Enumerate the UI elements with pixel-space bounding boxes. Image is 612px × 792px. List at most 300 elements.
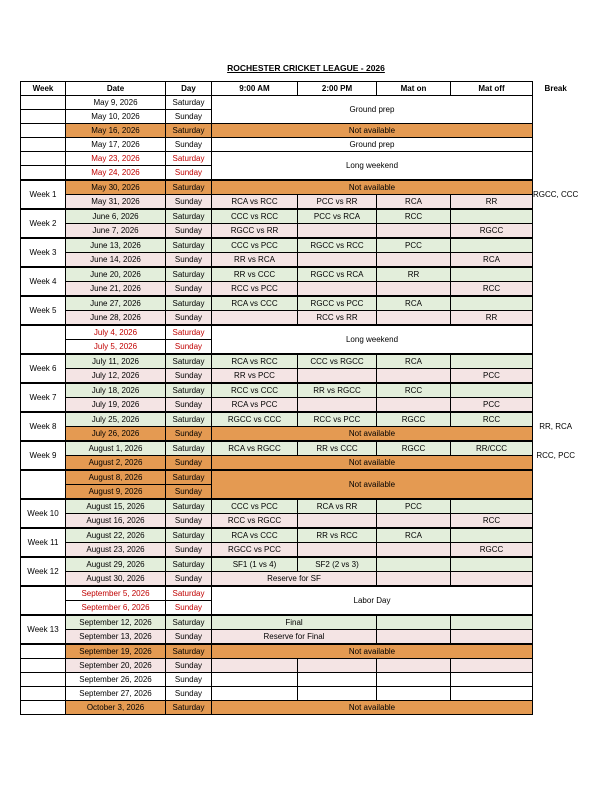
- mat-on: RCA: [377, 195, 451, 210]
- col-header-mat-on: Mat on: [377, 82, 451, 96]
- mat-on: [377, 398, 451, 413]
- date-cell: September 12, 2026: [66, 615, 166, 630]
- mat-on: RCA: [377, 354, 451, 369]
- mat-off: [451, 630, 533, 645]
- mat-on: RR: [377, 267, 451, 282]
- break-cell: [533, 282, 579, 297]
- mat-on: PCC: [377, 238, 451, 253]
- table-row: [21, 325, 579, 340]
- long-weekend-note: Long weekend: [212, 152, 533, 181]
- table-row: [21, 528, 579, 543]
- pm-match: RGCC vs RCC: [298, 238, 377, 253]
- col-header-mat-off: Mat off: [451, 82, 533, 96]
- not-available-note: Not available: [212, 644, 533, 659]
- am-match: RR vs PCC: [212, 369, 298, 384]
- mat-off: RGCC: [451, 224, 533, 239]
- mat-off: [451, 687, 533, 701]
- week-label: Week 7: [21, 383, 66, 412]
- date-cell: May 23, 2026: [66, 152, 166, 166]
- week-label: Week 6: [21, 354, 66, 383]
- day-cell: Saturday: [166, 586, 212, 601]
- week-cell: [21, 96, 66, 110]
- date-cell: July 12, 2026: [66, 369, 166, 384]
- table-row: [21, 253, 579, 268]
- table-row: [21, 282, 579, 297]
- day-cell: Saturday: [166, 412, 212, 427]
- table-row: [21, 412, 579, 427]
- date-cell: June 7, 2026: [66, 224, 166, 239]
- table-row: [21, 687, 579, 701]
- table-row: [21, 673, 579, 687]
- not-available-note: Not available: [212, 124, 533, 138]
- date-cell: August 16, 2026: [66, 514, 166, 529]
- pm-match: RGCC vs PCC: [298, 296, 377, 311]
- am-match: CCC vs PCC: [212, 238, 298, 253]
- break-cell: [533, 398, 579, 413]
- header-row: [21, 82, 579, 96]
- pm-match: [298, 282, 377, 297]
- pm-match: RR vs RGCC: [298, 383, 377, 398]
- mat-on: RCC: [377, 209, 451, 224]
- pm-match: [298, 514, 377, 529]
- table-row: [21, 456, 579, 471]
- table-row: [21, 470, 579, 485]
- table-row: [21, 543, 579, 558]
- mat-on: [377, 514, 451, 529]
- day-cell: Sunday: [166, 110, 212, 124]
- day-cell: Sunday: [166, 673, 212, 687]
- week-label: Week 1: [21, 180, 66, 209]
- table-row: [21, 369, 579, 384]
- mat-on: [377, 253, 451, 268]
- table-row: [21, 398, 579, 413]
- date-cell: May 30, 2026: [66, 180, 166, 195]
- break-cell: [533, 543, 579, 558]
- am-match: [212, 659, 298, 673]
- day-cell: Sunday: [166, 224, 212, 239]
- pm-match: CCC vs RGCC: [298, 354, 377, 369]
- am-match: RCA vs CCC: [212, 528, 298, 543]
- pm-match: RGCC vs RCA: [298, 267, 377, 282]
- am-match: RCA vs RGCC: [212, 441, 298, 456]
- week-label: Week 11: [21, 528, 66, 557]
- day-cell: Saturday: [166, 267, 212, 282]
- pm-match: SF2 (2 vs 3): [298, 557, 377, 572]
- day-cell: Sunday: [166, 601, 212, 616]
- date-cell: September 5, 2026: [66, 586, 166, 601]
- mat-on: [377, 615, 451, 630]
- day-cell: Sunday: [166, 340, 212, 355]
- break-cell: [533, 499, 579, 514]
- pm-match: PCC vs RR: [298, 195, 377, 210]
- date-cell: September 6, 2026: [66, 601, 166, 616]
- mat-off: [451, 267, 533, 282]
- week-cell: [21, 124, 66, 138]
- pm-match: [298, 687, 377, 701]
- table-row: [21, 701, 579, 715]
- am-match: [212, 673, 298, 687]
- mat-off: [451, 659, 533, 673]
- date-cell: July 5, 2026: [66, 340, 166, 355]
- date-cell: August 23, 2026: [66, 543, 166, 558]
- date-cell: July 19, 2026: [66, 398, 166, 413]
- table-row: [21, 615, 579, 630]
- col-header-2pm: 2:00 PM: [298, 82, 377, 96]
- day-cell: Saturday: [166, 528, 212, 543]
- date-cell: May 31, 2026: [66, 195, 166, 210]
- day-cell: Saturday: [166, 325, 212, 340]
- mat-off: [451, 572, 533, 587]
- date-cell: August 22, 2026: [66, 528, 166, 543]
- table-row: [21, 267, 579, 282]
- date-cell: October 3, 2026: [66, 701, 166, 715]
- break-cell: [533, 687, 579, 701]
- date-cell: August 29, 2026: [66, 557, 166, 572]
- table-row: [21, 441, 579, 456]
- break-cell: [533, 340, 579, 355]
- table-row: [21, 354, 579, 369]
- table-row: [21, 224, 579, 239]
- day-cell: Saturday: [166, 701, 212, 715]
- mat-off: [451, 354, 533, 369]
- mat-on: [377, 224, 451, 239]
- reserve-sf-note: Reserve for SF: [212, 572, 377, 587]
- break-cell: [533, 383, 579, 398]
- mat-on: RCC: [377, 383, 451, 398]
- day-cell: Saturday: [166, 383, 212, 398]
- date-cell: August 8, 2026: [66, 470, 166, 485]
- day-cell: Saturday: [166, 441, 212, 456]
- col-header-day: Day: [166, 82, 212, 96]
- table-row: [21, 195, 579, 210]
- date-cell: September 13, 2026: [66, 630, 166, 645]
- break-cell: [533, 296, 579, 311]
- break-cell: [533, 110, 579, 124]
- break-cell: [533, 209, 579, 224]
- table-row: [21, 586, 579, 601]
- week-label: Week 8: [21, 412, 66, 441]
- am-match: RR vs CCC: [212, 267, 298, 282]
- am-match: CCC vs PCC: [212, 499, 298, 514]
- day-cell: Sunday: [166, 195, 212, 210]
- date-cell: July 25, 2026: [66, 412, 166, 427]
- mat-on: RCA: [377, 528, 451, 543]
- date-cell: August 30, 2026: [66, 572, 166, 587]
- date-cell: May 24, 2026: [66, 166, 166, 181]
- table-row: [21, 427, 579, 442]
- pm-match: RCC vs RR: [298, 311, 377, 326]
- week-label: Week 2: [21, 209, 66, 238]
- mat-on: RGCC: [377, 412, 451, 427]
- pm-match: [298, 253, 377, 268]
- week-cell: [21, 701, 66, 715]
- week-cell: [21, 152, 66, 166]
- mat-off: [451, 499, 533, 514]
- col-header-9am: 9:00 AM: [212, 82, 298, 96]
- date-cell: September 20, 2026: [66, 659, 166, 673]
- break-cell: [533, 659, 579, 673]
- week-cell: [21, 325, 66, 354]
- day-cell: Sunday: [166, 456, 212, 471]
- date-cell: May 17, 2026: [66, 138, 166, 152]
- break-cell: [533, 485, 579, 500]
- date-cell: June 21, 2026: [66, 282, 166, 297]
- week-cell: [21, 659, 66, 673]
- date-cell: June 6, 2026: [66, 209, 166, 224]
- break-cell: RCC, PCC: [533, 441, 579, 470]
- week-cell: [21, 110, 66, 124]
- pm-match: RCC vs PCC: [298, 412, 377, 427]
- day-cell: Saturday: [166, 644, 212, 659]
- day-cell: Sunday: [166, 659, 212, 673]
- am-match: [212, 687, 298, 701]
- day-cell: Saturday: [166, 238, 212, 253]
- day-cell: Sunday: [166, 514, 212, 529]
- am-match: SF1 (1 vs 4): [212, 557, 298, 572]
- day-cell: Sunday: [166, 485, 212, 500]
- day-cell: Saturday: [166, 96, 212, 110]
- table-row: [21, 296, 579, 311]
- week-cell: [21, 138, 66, 152]
- week-label: Week 9: [21, 441, 66, 470]
- date-cell: August 2, 2026: [66, 456, 166, 471]
- table-row: [21, 209, 579, 224]
- long-weekend-note: Long weekend: [212, 325, 533, 354]
- date-cell: June 27, 2026: [66, 296, 166, 311]
- date-cell: July 4, 2026: [66, 325, 166, 340]
- final-note: Final: [212, 615, 377, 630]
- mat-off: PCC: [451, 398, 533, 413]
- break-cell: [533, 354, 579, 369]
- day-cell: Saturday: [166, 296, 212, 311]
- table-row: [21, 383, 579, 398]
- break-cell: [533, 528, 579, 543]
- date-cell: May 10, 2026: [66, 110, 166, 124]
- date-cell: June 13, 2026: [66, 238, 166, 253]
- table-row: [21, 557, 579, 572]
- mat-off: [451, 615, 533, 630]
- mat-off: RCC: [451, 514, 533, 529]
- week-cell: [21, 673, 66, 687]
- mat-on: [377, 282, 451, 297]
- am-match: RCC vs RGCC: [212, 514, 298, 529]
- day-cell: Saturday: [166, 557, 212, 572]
- ground-prep-note: Ground prep: [212, 138, 533, 152]
- day-cell: Sunday: [166, 398, 212, 413]
- break-cell: [533, 238, 579, 253]
- day-cell: Sunday: [166, 543, 212, 558]
- break-cell: [533, 572, 579, 587]
- week-label: Week 12: [21, 557, 66, 586]
- date-cell: May 9, 2026: [66, 96, 166, 110]
- mat-on: [377, 311, 451, 326]
- am-match: RGCC vs PCC: [212, 543, 298, 558]
- pm-match: [298, 659, 377, 673]
- am-match: RCC vs PCC: [212, 282, 298, 297]
- date-cell: September 27, 2026: [66, 687, 166, 701]
- date-cell: May 16, 2026: [66, 124, 166, 138]
- pm-match: [298, 543, 377, 558]
- week-cell: [21, 644, 66, 659]
- date-cell: September 19, 2026: [66, 644, 166, 659]
- day-cell: Sunday: [166, 427, 212, 442]
- mat-off: [451, 238, 533, 253]
- week-label: Week 5: [21, 296, 66, 325]
- mat-off: [451, 673, 533, 687]
- break-cell: [533, 673, 579, 687]
- mat-on: PCC: [377, 499, 451, 514]
- reserve-final-note: Reserve for Final: [212, 630, 377, 645]
- day-cell: Saturday: [166, 152, 212, 166]
- am-match: RCA vs RCC: [212, 354, 298, 369]
- date-cell: August 1, 2026: [66, 441, 166, 456]
- week-cell: [21, 586, 66, 615]
- mat-off: [451, 383, 533, 398]
- break-cell: [533, 630, 579, 645]
- mat-off: [451, 557, 533, 572]
- break-cell: [533, 224, 579, 239]
- mat-off: [451, 209, 533, 224]
- break-cell: [533, 470, 579, 485]
- not-available-note: Not available: [212, 701, 533, 715]
- break-cell: [533, 369, 579, 384]
- pm-match: RR vs CCC: [298, 441, 377, 456]
- break-cell: [533, 325, 579, 340]
- not-available-note: Not available: [212, 456, 533, 471]
- not-available-note: Not available: [212, 470, 533, 499]
- am-match: RGCC vs CCC: [212, 412, 298, 427]
- day-cell: Sunday: [166, 369, 212, 384]
- am-match: RCA vs CCC: [212, 296, 298, 311]
- pm-match: RCA vs RR: [298, 499, 377, 514]
- am-match: CCC vs RCC: [212, 209, 298, 224]
- table-row: [21, 499, 579, 514]
- pm-match: [298, 369, 377, 384]
- day-cell: Saturday: [166, 209, 212, 224]
- break-cell: [533, 644, 579, 659]
- am-match: RCA vs RCC: [212, 195, 298, 210]
- date-cell: June 28, 2026: [66, 311, 166, 326]
- not-available-note: Not available: [212, 180, 533, 195]
- table-row: [21, 152, 579, 166]
- break-cell: [533, 557, 579, 572]
- day-cell: Saturday: [166, 499, 212, 514]
- day-cell: Saturday: [166, 470, 212, 485]
- day-cell: Saturday: [166, 124, 212, 138]
- table-row: [21, 572, 579, 587]
- am-match: [212, 311, 298, 326]
- table-row: [21, 180, 579, 195]
- pm-match: PCC vs RCA: [298, 209, 377, 224]
- day-cell: Sunday: [166, 687, 212, 701]
- date-cell: July 18, 2026: [66, 383, 166, 398]
- day-cell: Saturday: [166, 180, 212, 195]
- mat-on: [377, 543, 451, 558]
- break-cell: RR, RCA: [533, 412, 579, 441]
- date-cell: July 11, 2026: [66, 354, 166, 369]
- date-cell: September 26, 2026: [66, 673, 166, 687]
- day-cell: Sunday: [166, 572, 212, 587]
- col-header-break: Break: [533, 82, 579, 96]
- mat-on: [377, 557, 451, 572]
- week-cell: [21, 166, 66, 181]
- mat-off: RGCC: [451, 543, 533, 558]
- break-cell: [533, 138, 579, 152]
- break-cell: [533, 267, 579, 282]
- table-row: [21, 96, 579, 110]
- day-cell: Sunday: [166, 282, 212, 297]
- break-cell: [533, 253, 579, 268]
- break-cell: [533, 124, 579, 138]
- pm-match: [298, 224, 377, 239]
- table-row: [21, 138, 579, 152]
- week-label: Week 10: [21, 499, 66, 528]
- table-row: [21, 514, 579, 529]
- pm-match: [298, 673, 377, 687]
- mat-off: RCC: [451, 412, 533, 427]
- schedule-table: [20, 81, 578, 715]
- week-label: Week 3: [21, 238, 66, 267]
- mat-off: RR/CCC: [451, 441, 533, 456]
- day-cell: Saturday: [166, 615, 212, 630]
- not-available-note: Not available: [212, 427, 533, 442]
- am-match: RGCC vs RR: [212, 224, 298, 239]
- break-cell: [533, 615, 579, 630]
- break-cell: [533, 601, 579, 616]
- mat-off: RCA: [451, 253, 533, 268]
- break-cell: [533, 514, 579, 529]
- day-cell: Sunday: [166, 138, 212, 152]
- mat-on: [377, 673, 451, 687]
- week-cell: [21, 470, 66, 499]
- mat-on: RGCC: [377, 441, 451, 456]
- page-title: ROCHESTER CRICKET LEAGUE - 2026: [227, 63, 385, 73]
- mat-off: RCC: [451, 282, 533, 297]
- am-match: RCA vs PCC: [212, 398, 298, 413]
- table-row: [21, 630, 579, 645]
- am-match: RR vs RCA: [212, 253, 298, 268]
- day-cell: Saturday: [166, 354, 212, 369]
- break-cell: [533, 311, 579, 326]
- break-cell: [533, 166, 579, 181]
- break-cell: [533, 152, 579, 166]
- mat-on: [377, 572, 451, 587]
- mat-off: PCC: [451, 369, 533, 384]
- col-header-week: Week: [21, 82, 66, 96]
- table-row: [21, 124, 579, 138]
- mat-on: [377, 687, 451, 701]
- col-header-date: Date: [66, 82, 166, 96]
- mat-on: [377, 659, 451, 673]
- table-row: [21, 644, 579, 659]
- mat-on: RCA: [377, 296, 451, 311]
- week-label: Week 4: [21, 267, 66, 296]
- week-label: Week 13: [21, 615, 66, 644]
- break-cell: [533, 586, 579, 601]
- day-cell: Sunday: [166, 630, 212, 645]
- break-cell: [533, 701, 579, 715]
- table-row: [21, 238, 579, 253]
- pm-match: RR vs RCC: [298, 528, 377, 543]
- date-cell: June 14, 2026: [66, 253, 166, 268]
- table-row: [21, 311, 579, 326]
- labor-day-note: Labor Day: [212, 586, 533, 615]
- mat-on: [377, 630, 451, 645]
- date-cell: June 20, 2026: [66, 267, 166, 282]
- day-cell: Sunday: [166, 166, 212, 181]
- day-cell: Sunday: [166, 311, 212, 326]
- day-cell: Sunday: [166, 253, 212, 268]
